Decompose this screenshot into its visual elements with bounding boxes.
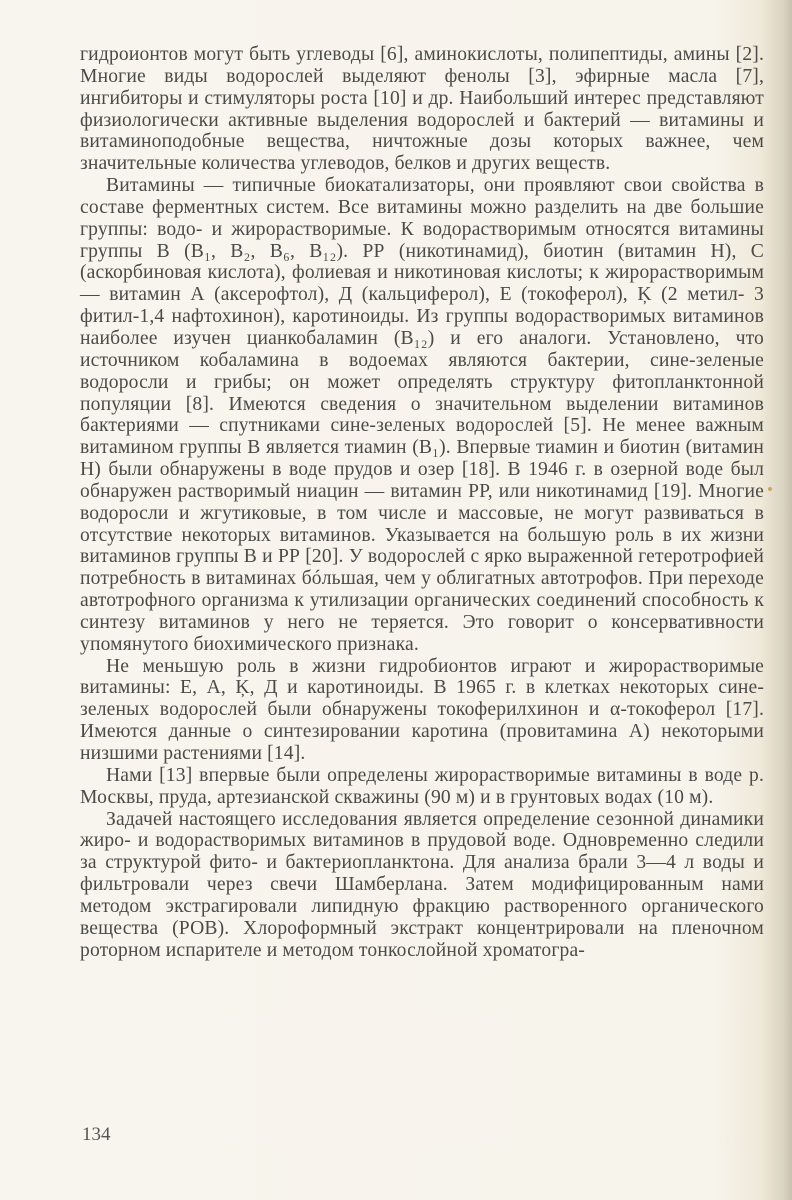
paragraph-2: Витамины — типичные биокатализаторы, они проявляют свои свойства в составе ферментных систем. Все витамины можно разделить на две большие группы: водо- и жирорастворимые. К водорастворимым относятся витамины группы В (B₁, B₂, B₆, B₁₂). РР (никотинамид), биотин (витамин Н), С (аскорбиновая кислота), фолиевая и никотиновая кислоты; к жирорастворимым — витамин А (аксерофтол), Д (кальциферол), Е (токоферол), Ķ (2 метил- 3 фитил-1,4 нафтохинон), каротиноиды. Из группы водорастворимых витаминов наиболее изучен цианкобаламин (B₁₂) и его аналоги. Установлено, что источником кобаламина в водоемах являются бактерии, сине-зеленые водоросли и грибы; он может определять структуру фитопланктонной популяции [8]. Имеются сведения о значительном выделении витаминов бактериями — спутниками сине-зеленых водорослей [5]. Не менее важным витамином группы В является тиамин (B₁). Впервые тиамин и биотин (витамин Н) были обнаружены в воде прудов и озер [18]. В 1946 г. в озерной воде был обнаружен растворимый ниацин — витамин РР, или никотинамид [19]. Многие водоросли и жгутиковые, в том числе и массовые, не могут развиваться в отсутствие некоторых витаминов. Указывается на большую роль в их жизни витаминов группы В и РР [20]. У водорослей с ярко выраженной гетеротрофией потребность в витаминах бóльшая, чем у облигатных автотрофов. При переходе автотрофного организма к утилизации органических соединений способность к синтезу витаминов у него не теряется. Это говорит о консервативности упомянутого биохимического признака.	[80, 175, 764, 655]
page-number: 134	[82, 1124, 111, 1145]
body-text	[80, 44, 764, 961]
margin-mark	[768, 487, 772, 491]
paragraph-5: Задачей настоящего исследования является определение сезонной динамики жиро- и водорастворимых витаминов в прудовой воде. Одновременно следили за структурой фито- и бактериопланктона. Для анализа брали 3—4 л воды и фильтровали через свечи Шамберлана. Затем модифицированным нами методом экстрагировали липидную фракцию растворенного органического вещества (РОВ). Хлороформный экстракт концентрировали на пленочном роторном испарителе и методом тонкослойной хроматогра-	[80, 808, 764, 961]
paragraph-3: Не меньшую роль в жизни гидробионтов играют и жирорастворимые витамины: Е, А, Ķ, Д и каротиноиды. В 1965 г. в клетках некоторых сине-зеленых водорослей были обнаружены токоферилхинон и α-токоферол [17]. Имеются данные о синтезировании каротина (провитамина А) некоторыми низшими растениями [14].	[80, 655, 764, 764]
paragraph-4: Нами [13] впервые были определены жирорастворимые витамины в воде р. Москвы, пруда, артезианской скважины (90 м) и в грунтовых водах (10 м).	[80, 764, 764, 808]
paragraph-1: гидроионтов могут быть углеводы [6], аминокислоты, полипептиды, амины [2]. Многие виды водорослей выделяют фенолы [3], эфирные масла [7], ингибиторы и стимуляторы роста [10] и др. Наибольший интерес представляют физиологически активные выделения водорослей и бактерий — витамины и витаминоподобные вещества, ничтожные дозы которых важнее, чем значительные количества углеводов, белков и других веществ.	[80, 44, 764, 175]
